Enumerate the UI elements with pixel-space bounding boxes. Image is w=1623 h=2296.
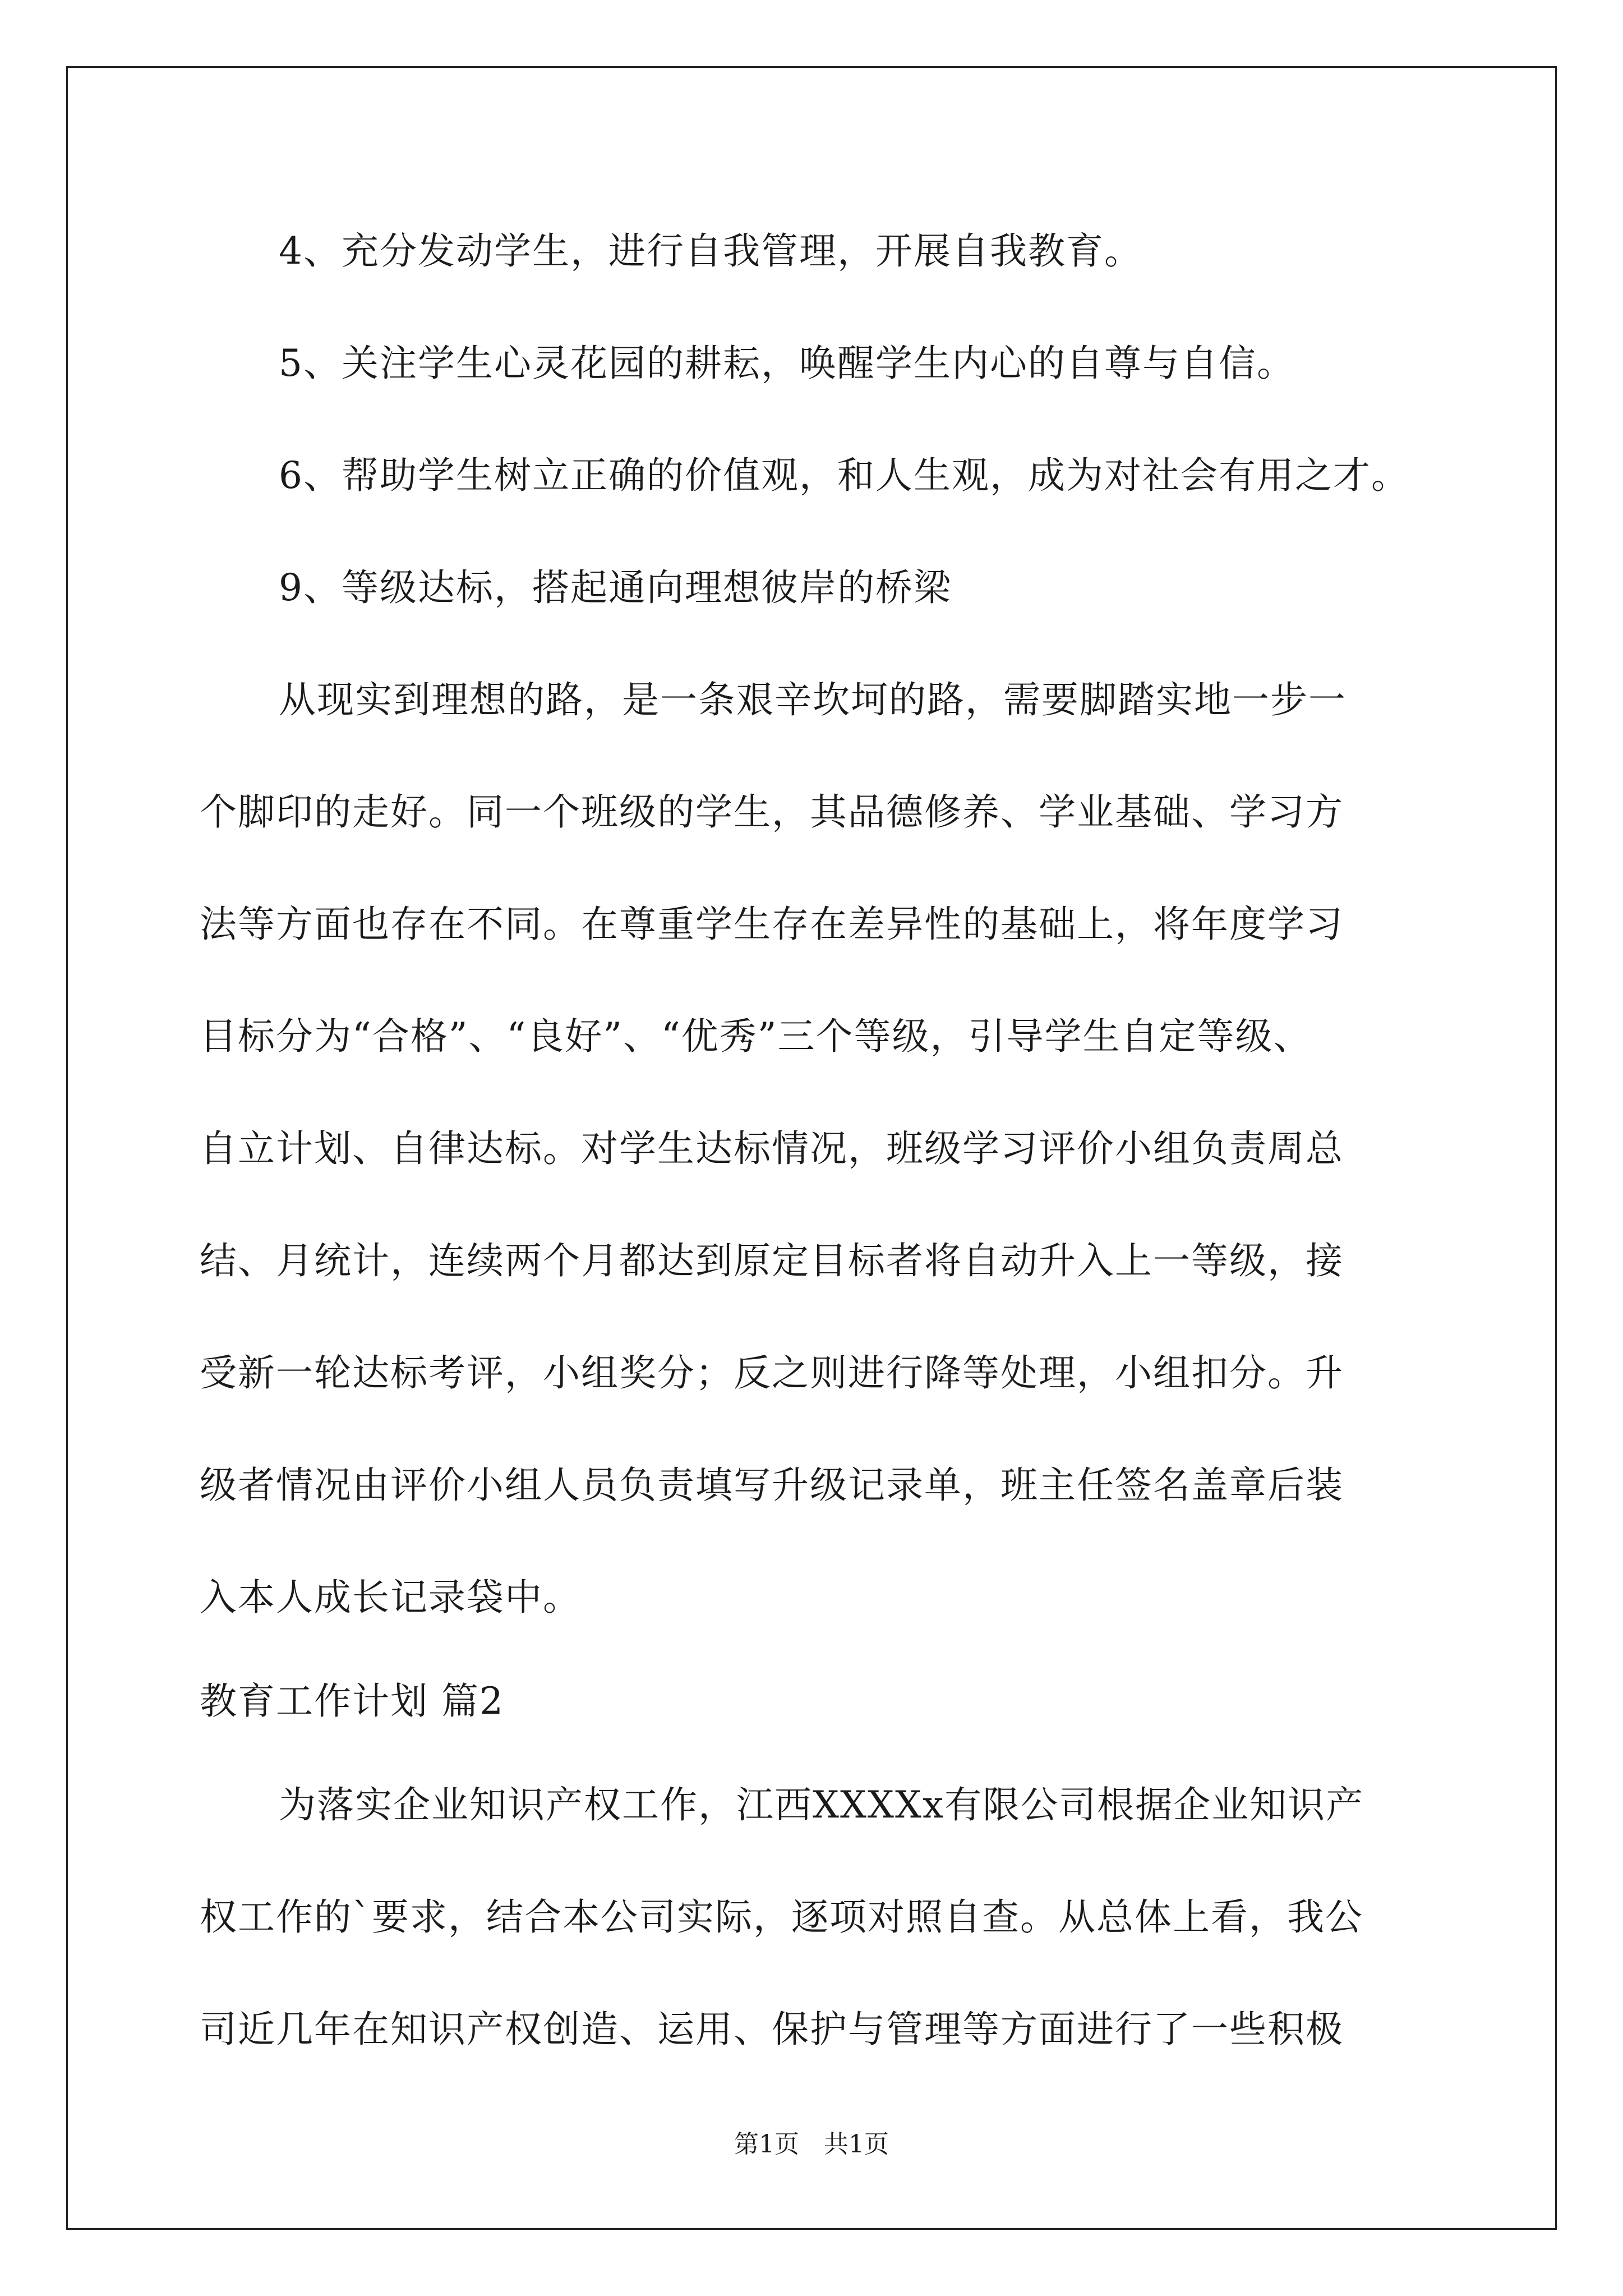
paragraph-line [0, 790, 1623, 835]
paragraph-line [0, 678, 1623, 723]
page-number-footer: 第1页 共1页 [734, 2130, 889, 2159]
text-line: 司近几年在知识产权创造、运用、保护与管理等方面进行了一些积极 [200, 2008, 1344, 2051]
section-heading-9 [0, 565, 1623, 610]
paragraph-line [0, 1783, 1623, 1828]
paragraph-line [0, 2007, 1623, 2052]
text-line: 5、关注学生心灵花园的耕耘，唤醒学生内心的自尊与自信。 [279, 342, 1295, 385]
text-line: 法等方面也存在不同。在尊重学生存在差异性的基础上，将年度学习 [200, 903, 1344, 946]
paragraph-line [0, 1126, 1623, 1171]
text-line: 入本人成长记录袋中。 [200, 1576, 581, 1619]
paragraph-line [0, 1463, 1623, 1508]
text-line: 6、帮助学生树立正确的价值观，和人生观，成为对社会有用之才。 [279, 454, 1409, 497]
paragraph-line [0, 1014, 1623, 1059]
text-line: 从现实到理想的路，是一条艰辛坎坷的路，需要脚踏实地一步一 [279, 678, 1347, 721]
text-line: 4、充分发动学生，进行自我管理，开展自我教育。 [279, 229, 1142, 273]
text-line: 教育工作计划 篇2 [200, 1680, 504, 1723]
text-line: 9、等级达标，搭起通向理想彼岸的桥梁 [279, 566, 952, 609]
paragraph-line [0, 1895, 1623, 1940]
text-line: 为落实企业知识产权工作，江西XXXXx有限公司根据企业知识产 [279, 1783, 1364, 1826]
text-line: 权工作的`要求，结合本公司实际，逐项对照自查。从总体上看，我公 [200, 1895, 1363, 1939]
text-line: 结、月统计，连续两个月都达到原定目标者将自动升入上一等级，接 [200, 1239, 1344, 1282]
paragraph-line [0, 902, 1623, 947]
text-line: 个脚印的走好。同一个班级的学生，其品德修养、学业基础、学习方 [200, 790, 1344, 834]
paragraph-line [0, 1575, 1623, 1620]
list-item-4 [0, 229, 1623, 274]
paragraph-line [0, 1351, 1623, 1396]
text-line: 受新一轮达标考评，小组奖分；反之则进行降等处理，小组扣分。升 [200, 1351, 1344, 1395]
section-title [0, 1679, 1623, 1724]
list-item-6 [0, 453, 1623, 498]
text-line: 自立计划、自律达标。对学生达标情况，班级学习评价小组负责周总 [200, 1127, 1344, 1170]
text-line: 级者情况由评价小组人员负责填写升级记录单，班主任签名盖章后装 [200, 1464, 1344, 1507]
text-line: 目标分为“合格”、“良好”、“优秀”三个等级，引导学生自定等级、 [200, 1015, 1312, 1058]
list-item-5 [0, 341, 1623, 386]
paragraph-line [0, 1239, 1623, 1283]
